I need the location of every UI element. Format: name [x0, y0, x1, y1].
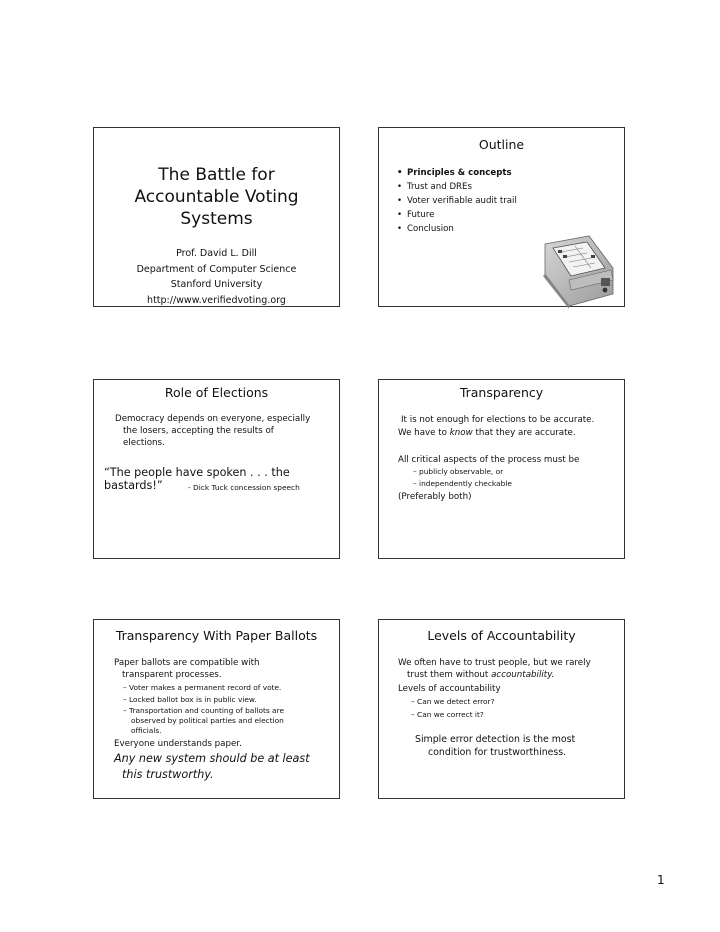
outline-item: • Conclusion	[397, 222, 517, 236]
slide-outline	[378, 127, 625, 307]
body-text: transparent processes.	[122, 670, 222, 680]
slide-title	[93, 127, 340, 307]
body-text: elections.	[123, 438, 165, 448]
author-name: Prof. David L. Dill	[176, 248, 257, 259]
quote-attribution: - Dick Tuck concession speech	[188, 483, 300, 492]
slide-heading: Levels of Accountability	[427, 628, 576, 643]
sub-bullet: – publicly observable, or	[413, 467, 504, 476]
body-text: Levels of accountability	[398, 684, 501, 694]
slide-transparency	[378, 379, 625, 559]
emphasis-text: accountability.	[491, 670, 555, 680]
text-segment: trust them without	[407, 670, 492, 680]
sub-bullet: – Can we correct it?	[411, 710, 484, 719]
title-line-2: Accountable Voting	[134, 187, 299, 207]
slide-heading: Role of Elections	[164, 385, 269, 400]
body-text: Simple error detection is the most	[415, 734, 576, 745]
sub-bullet: – Locked ballot box is in public view.	[123, 695, 257, 704]
title-line-1: The Battle for	[158, 165, 275, 185]
text-segment: We have to	[398, 428, 450, 438]
author-block	[94, 246, 339, 308]
body-text	[398, 427, 576, 439]
outline-item: • Trust and DREs	[397, 180, 517, 194]
body-text	[407, 669, 554, 681]
outline-list	[397, 166, 517, 236]
text-segment: that they are accurate.	[472, 428, 576, 438]
sub-bullet: – independently checkable	[413, 479, 512, 488]
quote-text: “The people have spoken . . . the bastards!”	[104, 466, 290, 492]
emphasis-text: know	[449, 428, 473, 438]
body-text: the losers, accepting the results of	[123, 426, 274, 436]
body-text: Everyone understands paper.	[114, 739, 242, 749]
author-university: Stanford University	[170, 279, 263, 290]
slide-levels-of-accountability	[378, 619, 625, 799]
slide-role-of-elections	[93, 379, 340, 559]
body-text: Democracy depends on everyone, especially	[115, 414, 311, 424]
website-url: http://www.verifiedvoting.org	[147, 294, 286, 306]
outline-item: • Future	[397, 208, 517, 222]
body-text: We often have to trust people, but we rarely	[398, 658, 591, 668]
sub-bullet: – Voter makes a permanent record of vote.	[123, 683, 282, 692]
body-text: Paper ballots are compatible with	[114, 658, 260, 668]
sub-bullet: – Can we detect error?	[411, 697, 495, 706]
author-department: Department of Computer Science	[136, 263, 297, 275]
outline-item: • Principles & concepts	[397, 166, 517, 180]
slide-heading: Outline	[478, 137, 525, 152]
emphasis-text: this trustworthy.	[122, 768, 214, 781]
slide-transparency-paper-ballots	[93, 619, 340, 799]
outline-item: • Voter verifiable audit trail	[397, 194, 517, 208]
sub-bullet-continued: officials.	[131, 726, 162, 735]
body-text: condition for trustworthiness.	[428, 747, 567, 758]
page-number: 1	[657, 873, 665, 887]
slide-heading: Transparency With Paper Ballots	[115, 628, 318, 643]
slide-heading: Transparency	[459, 385, 544, 400]
sub-bullet: – Transportation and counting of ballots are	[123, 706, 285, 715]
sub-bullet-continued: observed by political parties and election	[131, 716, 284, 725]
voting-machine-image	[539, 234, 621, 310]
emphasis-text: Any new system should be at least	[114, 752, 310, 765]
presentation-title	[94, 164, 339, 230]
body-text: All critical aspects of the process must be	[398, 455, 580, 465]
body-text: It is not enough for elections to be accurate.	[401, 415, 595, 425]
title-line-3: Systems	[180, 209, 253, 229]
body-text: (Preferably both)	[398, 492, 472, 502]
